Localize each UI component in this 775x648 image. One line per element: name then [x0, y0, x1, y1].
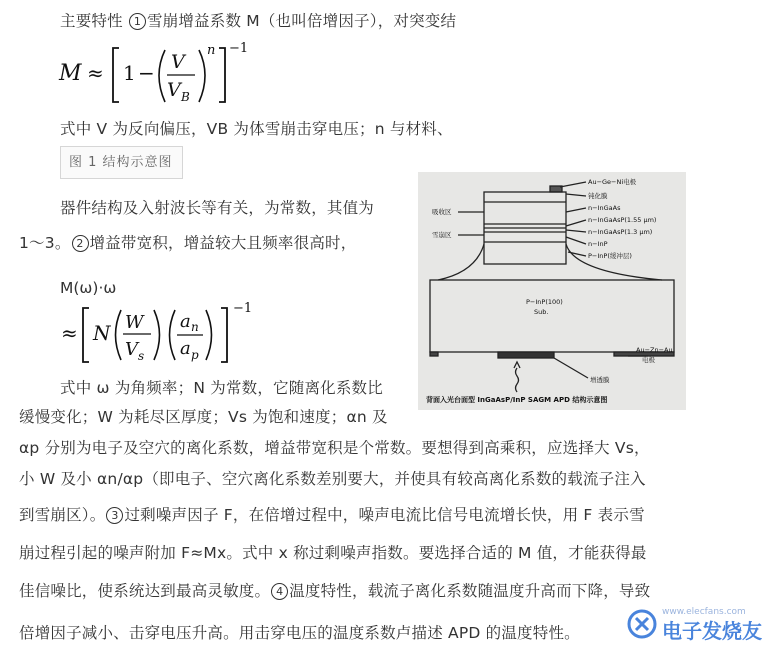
subscript-p: p — [191, 348, 199, 362]
elecfans-watermark — [622, 600, 772, 646]
label-electrode: 电极 — [642, 356, 655, 364]
apd-structure-figure — [418, 172, 686, 410]
subscript-b: B — [181, 90, 190, 104]
right-bracket — [219, 48, 225, 102]
text-fragment: 主要特性 — [60, 12, 128, 30]
text-line-10 — [19, 504, 645, 526]
formula-lhs: M — [59, 61, 82, 86]
text-line-11: 崩过程引起的噪声附加 F≈Mx。式中 x 称过剩噪声指数。要选择合适的 M 值，才能获得最 — [19, 544, 647, 562]
fraction-numerator: V — [171, 51, 185, 73]
text-line-13: 倍增因子减小、击穿电压升高。用击穿电压的温度系数卢描述 APD 的温度特性。 — [19, 624, 580, 642]
left-bracket — [83, 308, 89, 362]
text-line-3: 器件结构及入射波长等有关，为常数，其值为 — [60, 199, 375, 217]
antireflection-film — [498, 352, 554, 358]
fraction-denominator-a: a — [180, 338, 191, 359]
left-paren — [159, 50, 165, 102]
formula-one: 1 — [123, 61, 136, 85]
formula-minus: − — [138, 61, 155, 85]
figure-inner-caption: 背面入光台面型 InGaAsP/InP SAGM APD 结构示意图 — [426, 396, 608, 404]
text-fragment: 佳信噪比，使系统达到最高灵敏度。 — [19, 582, 271, 600]
label-antireflection: 增透膜 — [590, 376, 610, 384]
label-ingaasp-13: n−InGaAsP(1.3 μm) — [588, 228, 653, 236]
circled-number-2: 2 — [72, 235, 89, 252]
label-ingaasp-155: n−InGaAsP(1.55 μm) — [588, 216, 657, 224]
text-fragment: 雪崩增益系数 M（也叫倍增因子），对突变结 — [146, 12, 457, 30]
text-line-6: 式中 ω 为角频率；N 为常数，它随离化系数比 — [60, 379, 383, 397]
label-absorption-region: 吸收区 — [432, 208, 452, 216]
label-bottom-electrode: Au−Zn−Au — [636, 346, 673, 354]
watermark-url: www.elecfans.com — [662, 607, 746, 617]
circled-number-4: 4 — [271, 583, 288, 600]
watermark-brand: 电子发烧友 — [662, 619, 762, 643]
figure-background — [418, 172, 686, 410]
label-inp: n−InP — [588, 240, 608, 248]
label-substrate: P−InP(100) — [526, 298, 563, 306]
exponent-n: n — [207, 43, 216, 58]
text-line-4 — [19, 232, 356, 254]
text-line-1 — [60, 10, 456, 32]
exponent-outer: −1 — [233, 301, 253, 316]
right-paren — [206, 310, 212, 360]
circled-number-3: 3 — [106, 507, 123, 524]
text-line-12 — [19, 580, 650, 602]
text-line-7: 缓慢变化；W 为耗尽区厚度；Vs 为饱和速度；αn 及 — [19, 408, 388, 426]
left-bracket — [113, 48, 119, 102]
formula-gain-bandwidth — [55, 298, 295, 370]
fraction-denominator: V — [167, 79, 181, 101]
text-line-5: M(ω)·ω — [60, 279, 117, 297]
fraction-denominator-v: V — [125, 339, 138, 360]
exponent-outer: −1 — [229, 41, 249, 56]
label-avalanche-region: 雪崩区 — [432, 231, 452, 239]
text-fragment: 过剩噪声因子 F，在倍增过程中，噪声电流比信号电流增长快，用 F 表示雪 — [124, 506, 645, 524]
formula-approx: ≈ — [61, 321, 78, 345]
right-paren — [154, 310, 160, 360]
formula-avalanche-gain — [55, 36, 295, 110]
circled-number-1: 1 — [129, 13, 146, 30]
label-ingaas: n−InGaAs — [588, 204, 621, 212]
fraction-numerator-a: a — [180, 311, 191, 332]
watermark-logo-mark — [636, 618, 648, 630]
left-paren — [170, 310, 176, 360]
right-bracket — [221, 308, 227, 362]
text-fragment: 1～3。 — [19, 234, 71, 252]
text-fragment: 温度特性，载流子离化系数随温度升高而下降，导致 — [289, 582, 651, 600]
left-paren — [116, 310, 122, 360]
formula-N: N — [93, 321, 111, 345]
text-line-8: αp 分别为电子及空穴的离化系数，增益带宽积是个常数。要想得到高乘积，应选择大 Vs， — [19, 439, 650, 457]
figure-caption-box: 图 1 结构示意图 — [60, 146, 183, 179]
text-line-2: 式中 V 为反向偏压，VB 为体雪崩击穿电压；n 与材料、 — [60, 120, 453, 138]
bottom-electrode-left — [430, 352, 438, 356]
text-line-9: 小 W 及小 αn/αp（即电子、空穴离化系数差别要大，并使具有较高离化系数的载流子注入 — [19, 470, 646, 488]
formula-approx: ≈ — [87, 61, 104, 85]
label-passivation: 钝化膜 — [588, 192, 608, 200]
label-buffer: P−InP(缓冲层) — [588, 252, 632, 260]
label-sub: Sub. — [534, 308, 549, 316]
subscript-s: s — [138, 349, 145, 363]
right-paren — [199, 50, 205, 102]
label-top-electrode: Au−Ge−Ni电极 — [588, 178, 637, 186]
text-fragment: 增益带宽积，增益较大且频率很高时， — [89, 234, 357, 252]
fraction-numerator-w: W — [125, 312, 144, 333]
text-fragment: 到雪崩区）。 — [19, 506, 106, 524]
subscript-n: n — [191, 320, 199, 334]
